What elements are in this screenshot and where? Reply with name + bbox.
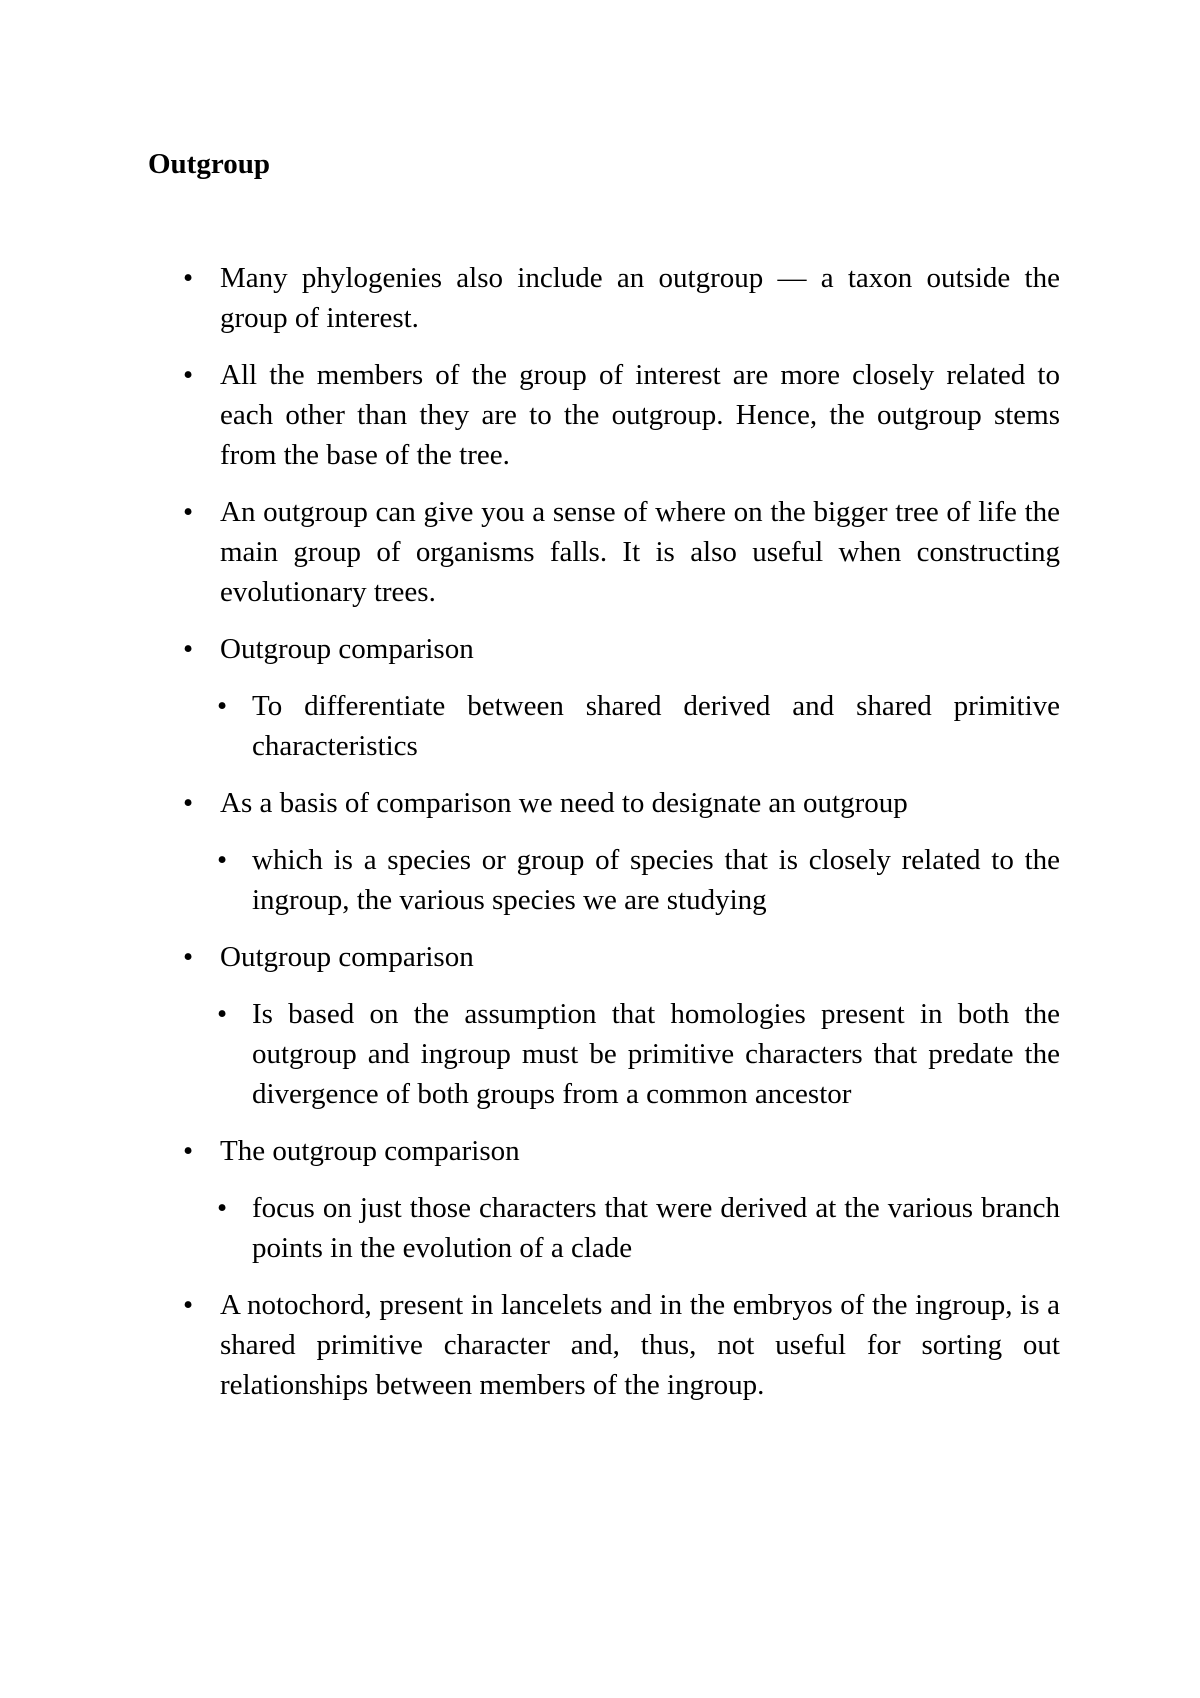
list-item-text: The outgroup comparison <box>220 1135 520 1167</box>
list-item <box>180 492 1060 612</box>
sub-list <box>180 1188 1060 1268</box>
bullet-icon: • <box>183 941 194 973</box>
list-item-text: A notochord, present in lancelets and in the embryos of the ingroup, is a shared primitive character and, thus, not useful for sorting out relationships between members of the ingroup. <box>220 1289 1060 1401</box>
sub-list-item-text: To differentiate between shared derived and shared primitive characteristics <box>252 690 1060 762</box>
bullet-icon: • <box>217 844 228 876</box>
sub-list-item-text: focus on just those characters that were derived at the various branch points in the evolution of a clade <box>252 1192 1060 1264</box>
list-item <box>180 258 1060 338</box>
list-item-text: All the members of the group of interest are more closely related to each other than they are to the outgroup. Hence, the outgroup stems from the base of the tree. <box>220 359 1060 471</box>
list-item <box>180 937 1060 1114</box>
list-item-lead <box>180 1131 1060 1171</box>
list-item <box>180 355 1060 475</box>
list-item-text: An outgroup can give you a sense of where on the bigger tree of life the main group of organisms falls. It is also useful when constructing evolutionary trees. <box>220 496 1060 608</box>
list-item-lead <box>180 937 1060 977</box>
bullet-icon: • <box>183 1289 194 1321</box>
list-item-lead <box>180 783 1060 823</box>
list-item <box>180 629 1060 766</box>
sub-list-item-text: Is based on the assumption that homologies present in both the outgroup and ingroup must be primitive characters that predate the divergence of both groups from a common ancestor <box>252 998 1060 1110</box>
bullet-icon: • <box>183 262 194 294</box>
bullet-icon: • <box>183 359 194 391</box>
sub-list-item <box>180 1188 1060 1268</box>
sub-list-item <box>180 994 1060 1114</box>
sub-list-item <box>180 686 1060 766</box>
bullet-icon: • <box>183 787 194 819</box>
list-item <box>180 783 1060 920</box>
bullet-icon: • <box>183 496 194 528</box>
bullet-icon: • <box>217 1192 228 1224</box>
page-title: Outgroup <box>148 148 270 180</box>
list-item <box>180 1285 1060 1405</box>
bullet-list <box>180 258 1060 1422</box>
sub-list <box>180 994 1060 1114</box>
bullet-icon: • <box>183 1135 194 1167</box>
list-item <box>180 1131 1060 1268</box>
sub-list <box>180 840 1060 920</box>
sub-list-item-text: which is a species or group of species that is closely related to the ingroup, the various species we are studying <box>252 844 1060 916</box>
bullet-icon: • <box>217 998 228 1030</box>
list-item-lead <box>180 629 1060 669</box>
list-item-text: Outgroup comparison <box>220 633 474 665</box>
bullet-icon: • <box>217 690 228 722</box>
bullet-icon: • <box>183 633 194 665</box>
sub-list <box>180 686 1060 766</box>
list-item-text: Outgroup comparison <box>220 941 474 973</box>
list-item-text: Many phylogenies also include an outgroup — a taxon outside the group of interest. <box>220 262 1060 334</box>
sub-list-item <box>180 840 1060 920</box>
list-item-text: As a basis of comparison we need to designate an outgroup <box>220 787 908 819</box>
